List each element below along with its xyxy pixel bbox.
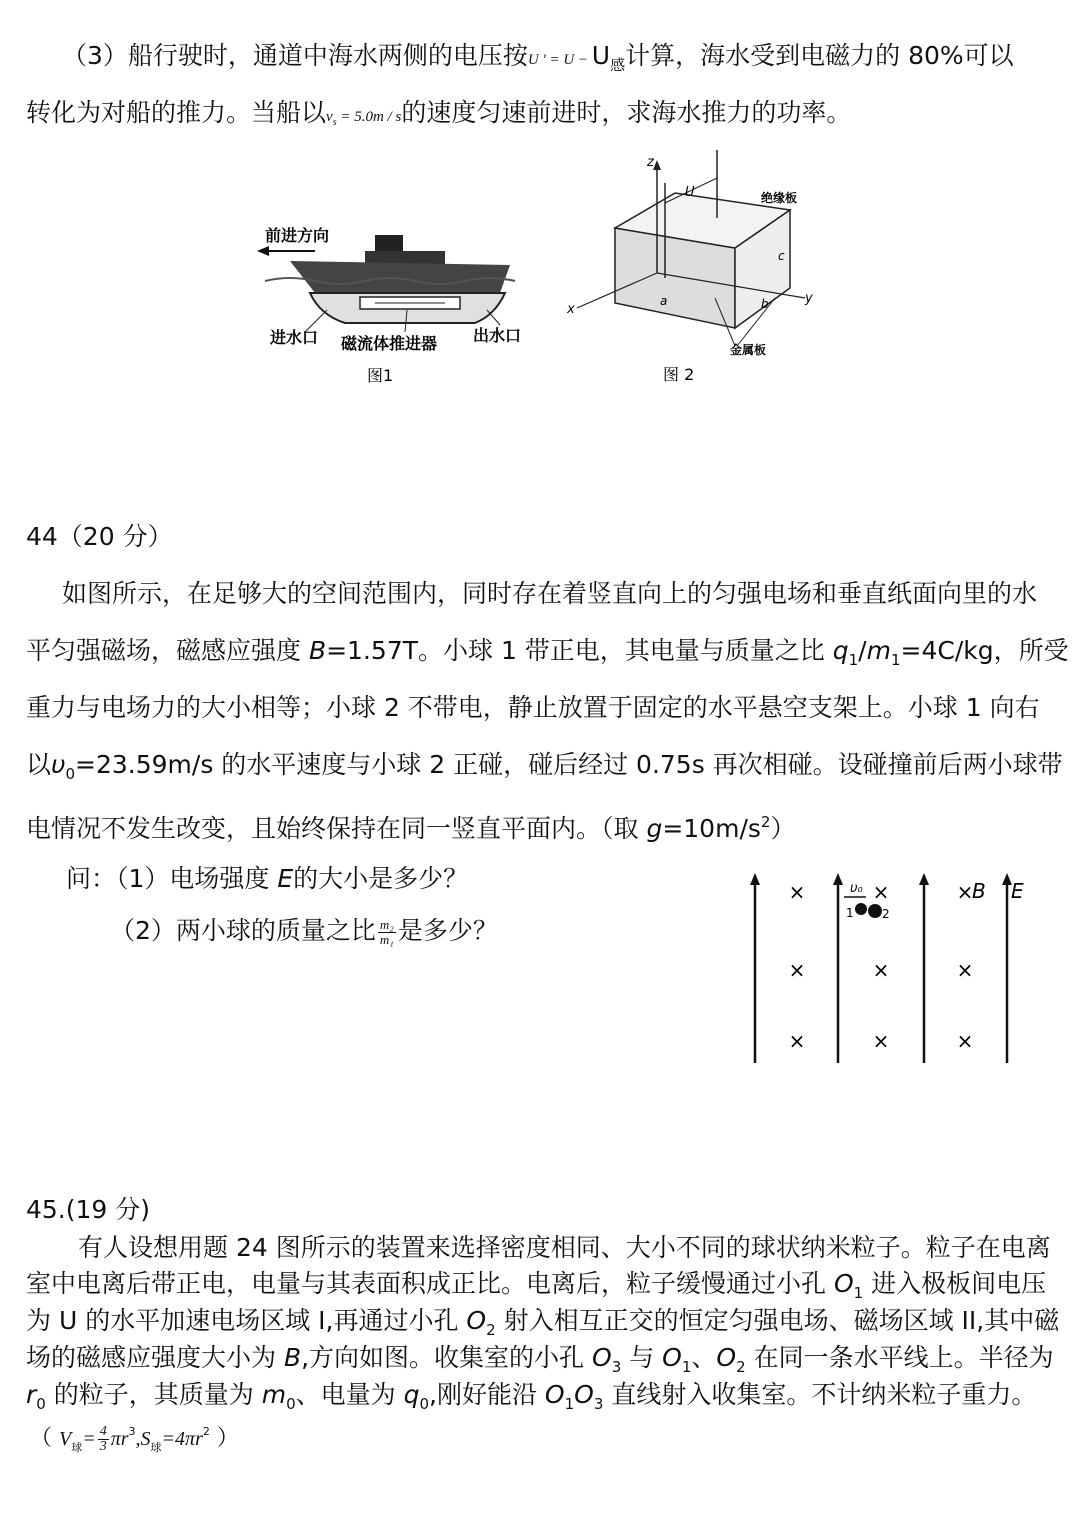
propeller-label: 磁流体推进器	[341, 334, 438, 353]
q44-text: 重力与电场力的大小相等；小球 2 不带电，静止放置于固定的水平悬空支架上。小球 1 向右	[26, 693, 1040, 722]
z-label: z	[647, 155, 654, 170]
symbol-v: V	[59, 1428, 72, 1450]
q44-text: 以	[26, 750, 52, 779]
sub: 1	[681, 1358, 692, 1376]
q43-text: 计算，海水受到电磁力的 80%可以	[625, 41, 1014, 70]
ball-2-label: 2	[882, 907, 890, 921]
symbol-m: m	[866, 636, 891, 665]
symbol-g: g	[646, 814, 663, 843]
symbol-b: B	[283, 1343, 302, 1372]
q43-part3-line1	[62, 38, 1014, 83]
q45-text: 与	[621, 1343, 663, 1372]
sub: 1	[853, 1284, 864, 1302]
outlet-label: 出水口	[473, 326, 522, 345]
q43-text: 的速度匀速前进时，求海水推力的功率。	[401, 98, 852, 127]
y-label: y	[805, 291, 813, 306]
q45-text: 有人设想用题 24 图所示的装置来选择密度相同、大小不同的球状纳米粒子。粒子在电离	[78, 1233, 1051, 1262]
q45-text: 的粒子，其质量为	[45, 1380, 262, 1409]
q45-line1	[78, 1230, 1051, 1266]
symbol-o: O	[574, 1380, 594, 1409]
q45-text: 射入相互正交的恒定匀强电场、磁场区域 II,其中磁	[495, 1306, 1060, 1335]
symbol-v: υ	[51, 750, 66, 779]
q45-text: 室中电离后带正电，电量与其表面积成正比。电离后，粒子缓慢通过小孔	[26, 1269, 834, 1298]
q44-text: 问：（1）电场强度	[66, 864, 278, 893]
q44-text: （2）两小球的质量之比	[110, 916, 376, 945]
sub: 0	[65, 765, 76, 783]
q44-text: =4C/kg，所受	[900, 636, 1069, 665]
q43-text: 转化为对船的推力。当船以	[26, 98, 327, 127]
q44-ask2	[110, 913, 498, 949]
metal-plate-label: 金属板	[730, 343, 767, 357]
ball-1	[855, 903, 867, 915]
symbol-b: B	[308, 636, 327, 665]
x-label: x	[567, 302, 575, 317]
q45-text: 在同一条水平线上。半径为	[745, 1343, 1054, 1372]
c-label: c	[778, 249, 785, 263]
e-field-arrow	[833, 873, 843, 885]
q45-text: 、	[691, 1343, 717, 1372]
q44-text: =23.59m/s 的水平速度与小球 2 正碰，碰后经过 0.75s 再次相碰。设碰撞前后两小球带	[75, 750, 1063, 779]
b-field-cross: ×	[788, 880, 806, 904]
four-thirds-fraction	[98, 1425, 109, 1454]
e-field-arrow	[750, 873, 760, 885]
sup: 3	[128, 1425, 136, 1438]
b-field-cross: ×	[872, 1029, 890, 1053]
q44-text: 如图所示，在足够大的空间范围内，同时存在着竖直向上的匀强电场和垂直纸面向里的水	[62, 579, 1038, 608]
sub: 3	[611, 1358, 622, 1376]
denominator: m₁	[379, 931, 394, 947]
q45-text: ）	[216, 1426, 239, 1451]
voltage-formula: U ' = U −	[527, 52, 592, 68]
figure-3-fields	[740, 865, 1040, 1070]
q44-line2	[26, 633, 1069, 678]
sub: 1	[890, 651, 901, 669]
denominator: 3	[99, 1438, 107, 1454]
sub: 0	[286, 1395, 296, 1413]
pi-r: πr	[110, 1428, 129, 1450]
ball-1-label: 1	[846, 906, 854, 920]
b-label: B	[972, 879, 986, 903]
symbol-s: S	[140, 1428, 151, 1450]
numerator: m₂	[379, 916, 394, 932]
q44-line1	[62, 576, 1037, 612]
ship-hull	[290, 261, 510, 293]
ship-cabin	[375, 235, 403, 253]
q44-ask1	[66, 861, 468, 897]
sub: 0	[419, 1395, 430, 1413]
sub: 1	[848, 651, 859, 669]
symbol-m: m	[261, 1380, 287, 1409]
figure-1-ship	[255, 215, 555, 395]
sub: 2	[736, 1358, 746, 1376]
inlet-label: 进水口	[270, 328, 319, 347]
q45-text: （	[30, 1426, 53, 1451]
q45-text: ,方向如图。收集室的小孔	[301, 1343, 593, 1372]
figure-1-caption: 图1	[367, 366, 394, 385]
q44-text: 的大小是多少？	[293, 864, 469, 893]
q44-text: 平匀强磁场，磁感应强度	[26, 636, 309, 665]
b-field-cross: ×	[788, 1029, 806, 1053]
sub: 1	[564, 1395, 575, 1413]
symbol-q: q	[403, 1380, 420, 1409]
speed-formula-rest: = 5.0m / s	[336, 109, 402, 125]
b-label: b	[761, 297, 769, 311]
a-label: a	[660, 294, 668, 308]
mass-ratio-fraction	[378, 918, 396, 947]
ball-2	[868, 904, 882, 918]
symbol-r: r	[26, 1380, 37, 1409]
q44-text: 电情况不发生改变，且始终保持在同一竖直平面内。（取	[26, 814, 647, 843]
q44-text: ）	[770, 814, 796, 843]
sub: 3	[593, 1395, 604, 1413]
b-field-cross: ×	[872, 880, 890, 904]
q44-text: 是多少？	[397, 916, 498, 945]
q45-text: 为 U 的水平加速电场区域 I,再通过小孔	[26, 1306, 467, 1335]
voltage-u: U	[591, 41, 611, 70]
q45-text: 进入极板间电压	[863, 1269, 1047, 1298]
slash: /	[858, 636, 867, 665]
q44-text: =1.57T。小球 1 带正电，其电量与质量之比	[326, 636, 833, 665]
sub: 球	[71, 1441, 83, 1454]
forward-label: 前进方向	[265, 226, 330, 245]
q44-text: =10m/s	[662, 814, 761, 843]
eq: =	[82, 1428, 96, 1450]
symbol-o: O	[833, 1269, 854, 1298]
q45-heading: 45.(19 分)	[26, 1195, 151, 1224]
figure-2-caption: 图 2	[663, 365, 695, 384]
q45-text: 场的磁感应强度大小为	[26, 1343, 284, 1372]
symbol-o: O	[466, 1306, 487, 1335]
sub: 0	[36, 1395, 46, 1413]
b-field-cross: ×	[956, 1029, 974, 1053]
sup: 2	[202, 1425, 210, 1438]
symbol-o: O	[662, 1343, 682, 1372]
b-field-cross: ×	[956, 958, 974, 982]
numerator: 4	[99, 1423, 107, 1439]
speed-formula-sub: s	[332, 117, 337, 128]
sub: 球	[150, 1441, 162, 1454]
symbol-e: E	[277, 864, 294, 893]
b-field-cross: ×	[788, 958, 806, 982]
speed-formula: v	[326, 109, 333, 125]
e-label: E	[1011, 879, 1024, 903]
figure-2-box	[565, 148, 825, 393]
sub: 2	[486, 1321, 496, 1339]
q44-line5	[26, 804, 795, 847]
q43-text: （3）船行驶时，通道中海水两侧的电压按	[62, 41, 528, 70]
q45-text: 、电量为	[295, 1380, 404, 1409]
u-label: U	[685, 185, 695, 200]
voltage-u-sub: 感	[610, 56, 626, 74]
symbol-o: O	[592, 1343, 612, 1372]
comma: ,	[135, 1428, 141, 1450]
symbol-o: O	[716, 1343, 737, 1372]
insulator-label: 绝缘板	[761, 191, 798, 205]
v0-label: υ₀	[850, 881, 863, 896]
q45-text: ,刚好能沿	[429, 1380, 545, 1409]
symbol-o: O	[544, 1380, 565, 1409]
q45-text: 直线射入收集室。不计纳米粒子重力。	[603, 1380, 1037, 1409]
e-field-arrow	[919, 873, 929, 885]
sup: 2	[760, 813, 771, 831]
b-field-cross: ×	[872, 958, 890, 982]
eq: =4πr	[161, 1428, 203, 1450]
q43-part3-line2	[26, 95, 851, 141]
q45-line6	[30, 1414, 239, 1466]
q44-line3	[26, 690, 1040, 726]
forward-arrow-head	[257, 246, 269, 256]
q44-heading: 44（20 分）	[26, 522, 173, 551]
b-field-cross: ×	[956, 880, 974, 904]
symbol-q: q	[832, 636, 849, 665]
q44-line4	[26, 747, 1063, 792]
